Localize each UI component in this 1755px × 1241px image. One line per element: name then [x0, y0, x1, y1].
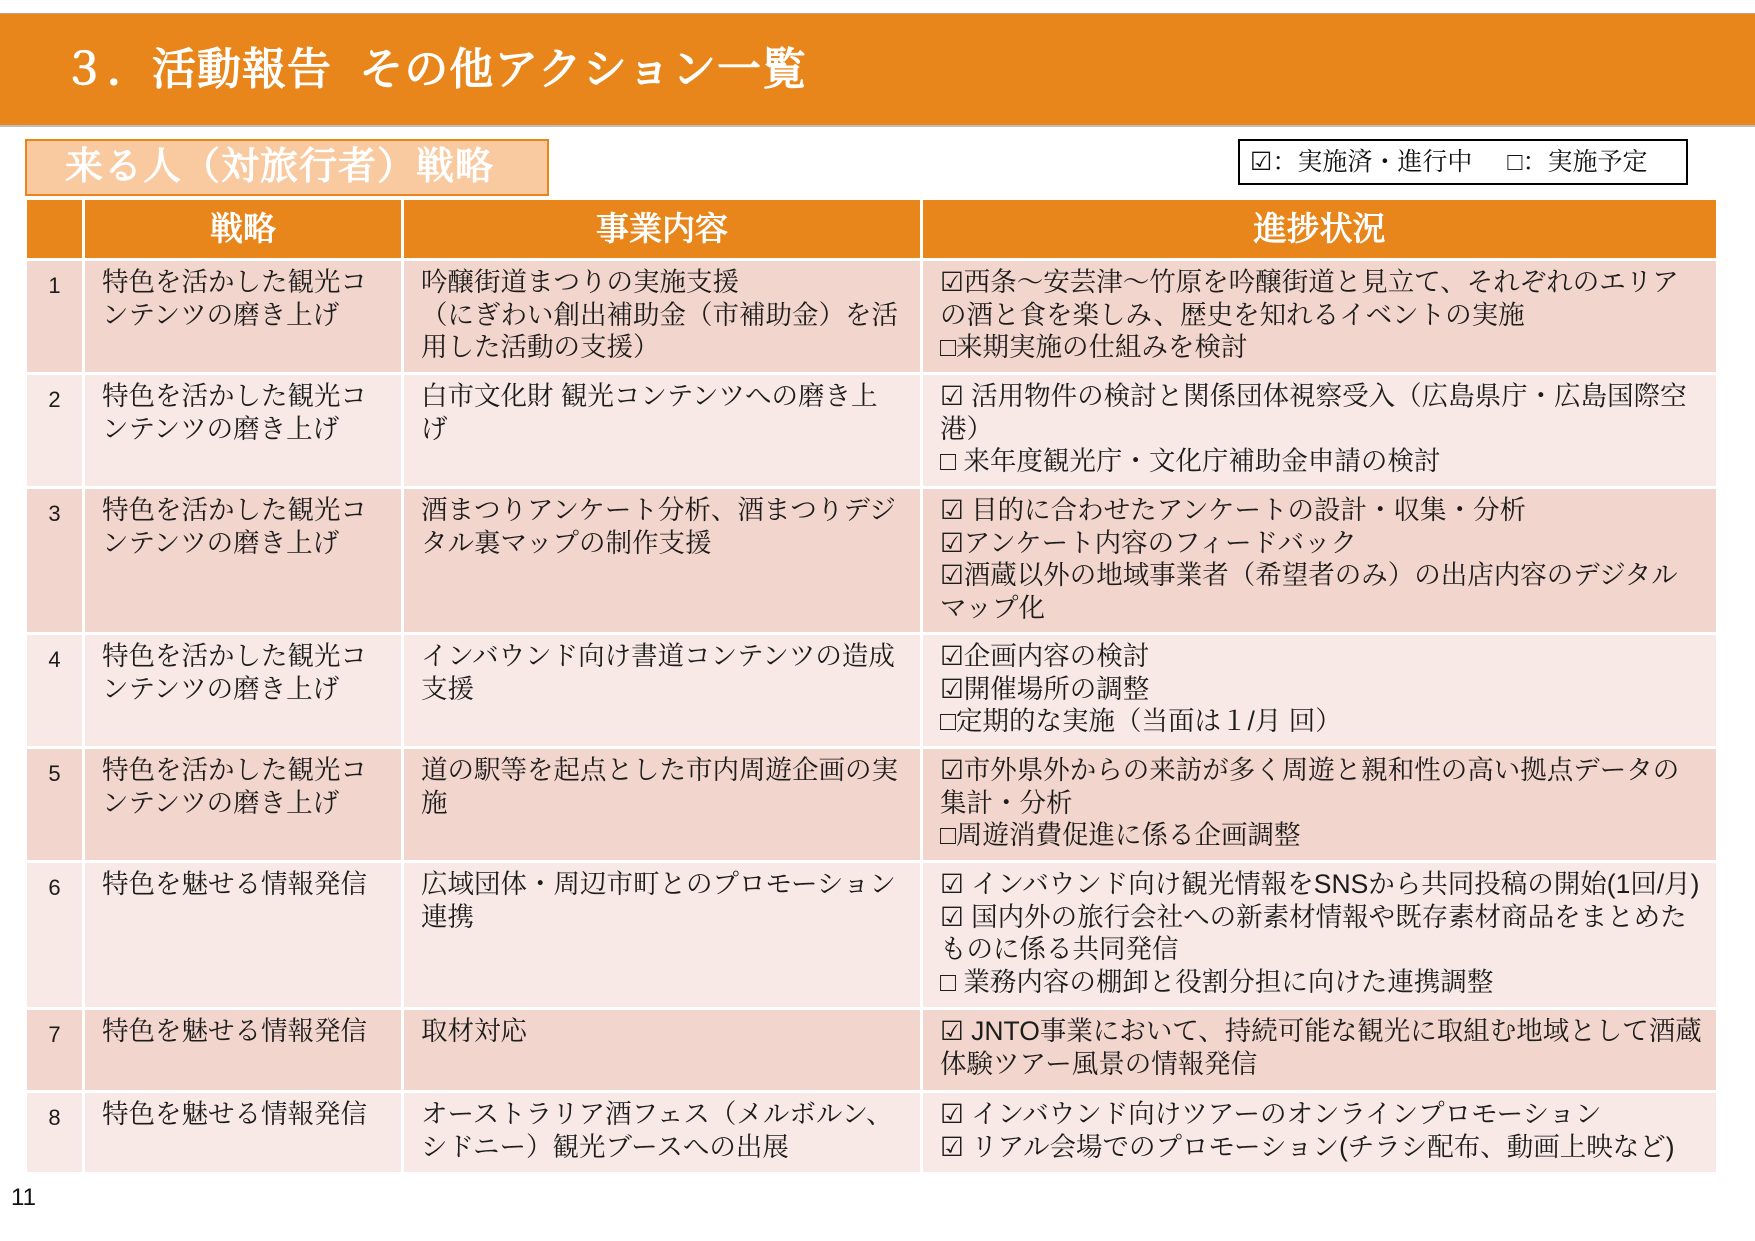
content-cell — [404, 261, 920, 372]
status-line: ☑ 目的に合わせたアンケートの設計・収集・分析 — [940, 495, 1527, 525]
row-number: 5 — [27, 749, 82, 860]
legend — [1238, 139, 1688, 185]
status-item — [940, 819, 1710, 852]
status-item — [940, 1015, 1710, 1080]
title-bar — [0, 13, 1755, 127]
status-item — [940, 754, 1710, 819]
strategy-cell: 特色を活かした観光コンテンツの磨き上げ — [85, 489, 401, 632]
status-item — [940, 901, 1710, 966]
strategy-cell: 特色を魅せる情報発信 — [85, 863, 401, 1007]
status-line: ☑ JNTO事業において、持続可能な観光に取組む地域として酒蔵 — [940, 1016, 1702, 1046]
status-item — [940, 331, 1710, 364]
page-number: 11 — [11, 1184, 36, 1211]
status-line: ☑アンケート内容のフィードバック — [940, 527, 1358, 558]
status-cell — [923, 261, 1716, 372]
content-text: 吟醸街道まつりの実施支援 — [421, 267, 739, 297]
status-line: ☑ 活用物件の検討と関係団体視察受入（広島県庁・広島国際空 — [940, 381, 1687, 411]
row-number: 8 — [27, 1093, 82, 1172]
status-line: ☑ インバウンド向け観光情報をSNSから共同投稿の開始(1回/月) — [940, 869, 1700, 899]
content-cell — [404, 749, 920, 860]
header-content: 事業内容 — [404, 200, 920, 258]
status-line: ☑市外県外からの来訪が多く周遊と親和性の高い拠点データの — [940, 755, 1680, 785]
row-number: 7 — [27, 1010, 82, 1090]
status-line: ☑企画内容の検討 — [940, 641, 1150, 671]
status-line: 港） — [940, 413, 993, 444]
status-line: 集計・分析 — [940, 787, 1073, 818]
status-line: ☑酒蔵以外の地域事業者（希望者のみ）の出店内容のデジタル — [940, 560, 1678, 590]
status-line: ☑ 国内外の旅行会社への新素材情報や既存素材商品をまとめた — [940, 901, 1687, 932]
status-line: ☑ リアル会場でのプロモーション(チラシ配布、動画上映など) — [940, 1131, 1675, 1162]
status-line: □ 来年度観光庁・文化庁補助金申請の検討 — [940, 446, 1441, 476]
content-text: 白市文化財 観光コンテンツへの磨き上げ — [421, 381, 878, 444]
status-line: ☑西条～安芸津～竹原を吟醸街道と見立て、それぞれのエリア — [940, 267, 1679, 297]
status-line: □定期的な実施（当面は１/月 回） — [940, 706, 1342, 736]
header-strategy: 戦略 — [85, 200, 401, 258]
status-item — [940, 640, 1710, 673]
status-line: の酒と食を楽しみ、歴史を知れるイベントの実施 — [940, 299, 1525, 330]
content-text: オーストラリア酒フェス（メルボルン、シドニー）観光ブースへの出展 — [421, 1099, 893, 1162]
status-line: ☑ インバウンド向けツアーのオンラインプロモーション — [940, 1099, 1602, 1129]
status-item — [940, 266, 1710, 331]
legend-done: ☑：実施済・進行中 — [1250, 148, 1473, 176]
row-number: 2 — [27, 375, 82, 486]
content-text: 広域団体・周辺市町とのプロモーション連携 — [421, 869, 896, 932]
status-cell — [923, 749, 1716, 860]
status-line: マップ化 — [940, 592, 1045, 623]
status-cell — [923, 1010, 1716, 1090]
strategy-cell: 特色を活かした観光コンテンツの磨き上げ — [85, 749, 401, 860]
status-line: □来期実施の仕組みを検討 — [940, 332, 1248, 362]
header-status: 進捗状況 — [923, 200, 1716, 258]
row-number: 3 — [27, 489, 82, 632]
strategy-cell: 特色を活かした観光コンテンツの磨き上げ — [85, 375, 401, 486]
content-text: 酒まつりアンケート分析、酒まつりデジタル裏マップの制作支援 — [421, 495, 896, 558]
status-item — [940, 1098, 1710, 1131]
status-cell — [923, 635, 1716, 746]
status-line: ものに係る共同発信 — [940, 934, 1179, 964]
status-item — [940, 673, 1710, 706]
section-label — [25, 139, 549, 196]
section-label-text: 来る人（対旅行者）戦略 — [65, 146, 495, 188]
content-cell — [404, 1010, 920, 1090]
strategy-cell: 特色を魅せる情報発信 — [85, 1093, 401, 1172]
status-cell — [923, 375, 1716, 486]
status-item — [940, 966, 1710, 999]
strategy-cell: 特色を活かした観光コンテンツの磨き上げ — [85, 635, 401, 746]
page-title: ３．活動報告 その他アクション一覧 — [62, 45, 808, 94]
status-item — [940, 559, 1710, 624]
legend-planned: □：実施予定 — [1507, 148, 1648, 176]
content-cell — [404, 635, 920, 746]
content-text: 取材対応 — [421, 1016, 527, 1046]
status-cell — [923, 1093, 1716, 1172]
content-cell — [404, 489, 920, 632]
content-cell — [404, 375, 920, 486]
status-line: □周遊消費促進に係る企画調整 — [940, 820, 1301, 850]
status-line: □ 業務内容の棚卸と役割分担に向けた連携調整 — [940, 966, 1494, 997]
status-cell — [923, 863, 1716, 1007]
actions-table — [27, 200, 1716, 1172]
content-cell — [404, 1093, 920, 1172]
row-number: 1 — [27, 261, 82, 372]
content-cell — [404, 863, 920, 1007]
strategy-cell: 特色を魅せる情報発信 — [85, 1010, 401, 1090]
content-text: （にぎわい創出補助金（市補助金）を活用した活動の支援） — [421, 299, 898, 362]
row-number: 6 — [27, 863, 82, 1007]
status-item — [940, 1131, 1710, 1164]
content-text: インバウンド向け書道コンテンツの造成支援 — [421, 641, 895, 704]
status-item — [940, 380, 1710, 445]
status-item — [940, 445, 1710, 478]
status-line: 体験ツアー風景の情報発信 — [940, 1048, 1258, 1079]
row-number: 4 — [27, 635, 82, 746]
status-cell — [923, 489, 1716, 632]
content-text: 道の駅等を起点とした市内周遊企画の実施 — [421, 755, 898, 818]
status-item — [940, 494, 1710, 527]
status-item — [940, 705, 1710, 738]
status-item — [940, 868, 1710, 901]
status-item — [940, 527, 1710, 560]
status-line: ☑開催場所の調整 — [940, 673, 1150, 704]
header-number-cell — [27, 200, 82, 258]
strategy-cell: 特色を活かした観光コンテンツの磨き上げ — [85, 261, 401, 372]
